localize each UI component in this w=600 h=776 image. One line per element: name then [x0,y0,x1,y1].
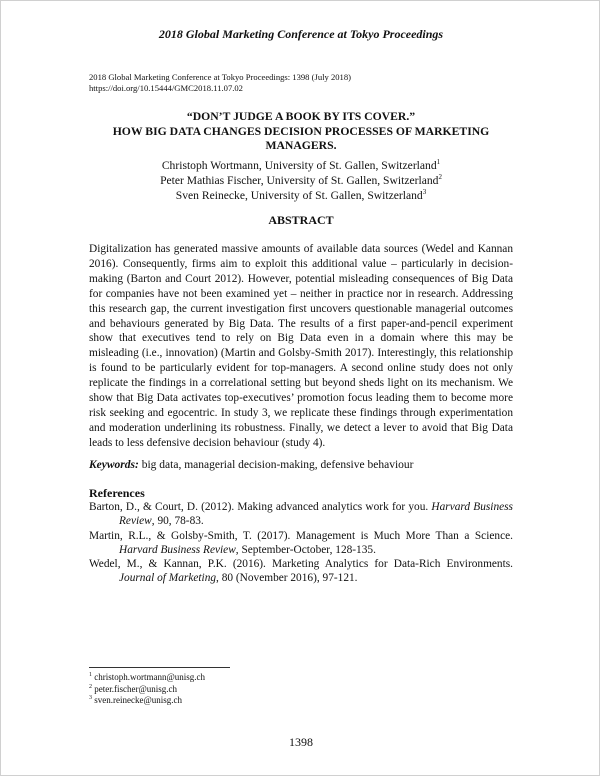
email-link[interactable]: sven.reinecke@unisg.ch [94,695,183,706]
references-heading: References [89,486,145,500]
reference-item: Wedel, M., & Kannan, P.K. (2016). Marketing Analytics for Data-Rich Environments. Journal of Marketing, 80 (November 2016), 97-121. [89,558,513,585]
footnote-item: $^3$ sven.reinecke@unisg.ch [89,695,183,706]
footnote-item: $^2$ peter.fischer@unisg.ch [89,683,178,694]
citation-line: 2018 Global Marketing Conference at Tokyo Proceedings: 1398 (July 2018) [89,72,352,82]
email-link[interactable]: christoph.wortmann@unisg.ch [94,672,206,682]
doi-link[interactable]: https://doi.org/10.15444/GMC2018.11.07.02 [89,83,243,93]
footnote-mark: 2 [438,173,442,181]
footnote-item: $^1$ christoph.wortmann@unisg.ch [89,672,206,682]
title-line-2: HOW BIG DATA CHANGES DECISION PROCESSES OF MARKETING MANAGERS. [112,124,490,152]
footnote-mark: 1 [436,158,441,166]
running-head: 2018 Global Marketing Conference at Tokyo Proceedings [158,27,444,41]
abstract-text: Digitalization has generated massive amounts of available data sources (Wedel and Kannan 2016). Consequently, firms aim to exploit this additional value – particularly in decision-making (Barton and Court 2012). However, potential misleading consequences of Big Data for companies have not been examined yet – neither in practice nor in research. Addressing this research gap, the current investigation first uncovers questionable managerial outcomes and behaviours generated by Big Data. The results of a first paper-and-pencil experiment show that executives tend to rely on Big Data even in a domain where this may be misleading (i.e., innovation) (Martin and Golsby-Smith 2017). Interestingly, this relationship is found to be particularly evident for top-managers. A second online study does not only replicate the findings in a correlational setting but beyond sheds light on its mechanism. We show that Big Data activates top-executives’ promotion focus leading them to become more risk seeking and egocentric. In study 3, we replicate these findings through experimentation and moderation underlining its robustness. Finally, we detect a lever to avoid that Big Data leads to less defensive decision behaviour (study 4). [89,243,513,449]
page-number: 1398 [289,735,313,749]
footnote-divider [89,667,230,668]
keywords-label: Keywords: [89,459,139,471]
reference-list [89,500,513,586]
reference-item: Barton, D., & Court, D. (2012). Making advanced analytics work for you. Harvard Business Review, 90, 78-83. [89,501,513,528]
author-line: Christoph Wortmann, University of St. Gallen, Switzerland$^1$ [161,158,441,172]
abstract-heading: ABSTRACT [268,213,334,227]
reference-item: Martin, R.L., & Golsby-Smith, T. (2017). Management is Much More Than a Science. Harvard Business Review, September-October, 128-135. [89,529,513,556]
title-line-1: “DON’T JUDGE A BOOK BY ITS COVER.” [186,110,416,123]
keywords-text: big data, managerial decision-making, defensive behaviour [138,459,414,471]
author-line: Sven Reinecke, University of St. Gallen, Switzerland$^3$ [175,188,427,202]
paper-title [89,110,513,154]
citation-block [89,72,351,94]
footnote-mark: 3 [422,188,427,196]
author-list [89,158,513,203]
footnotes [89,672,205,707]
email-link[interactable]: peter.fischer@unisg.ch [94,683,178,694]
author-line: Peter Mathias Fischer, University of St. Gallen, Switzerland$^2$ [160,173,442,187]
keywords [89,459,513,471]
